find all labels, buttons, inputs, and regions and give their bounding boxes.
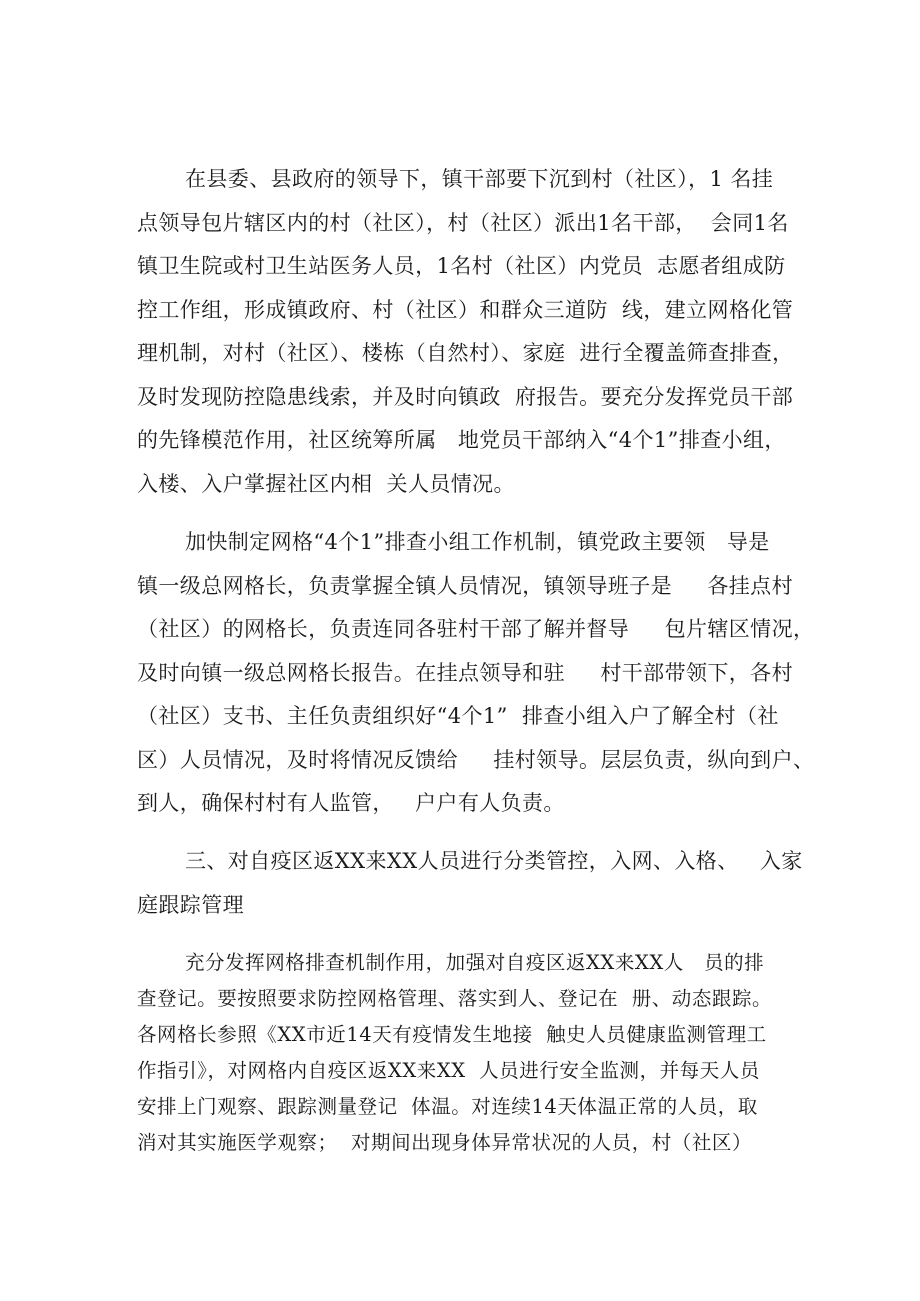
paragraph-line: 的先锋模范作用，社区统筹所属 地党员干部纳入“4个1”排查小组， <box>137 428 786 452</box>
paragraph-line: 加快制定网格“4个1”排查小组工作机制，镇党政主要领 导是 <box>185 530 770 554</box>
paragraph-line: 入楼、入户掌握社区内相 关人员情况。 <box>137 472 515 496</box>
paragraph-line: 查登记。要按照要求防控网格管理、落实到人、登记在 册、动态跟踪。 <box>137 987 773 1010</box>
paragraph-line: 镇卫生院或村卫生站医务人员，1名村（社区）内党员 志愿者组成防 <box>137 254 786 278</box>
paragraph-line: 控工作组，形成镇政府、村（社区）和群众三道防 线，建立网格化管 <box>137 298 794 322</box>
paragraph-line: 及时发现防控隐患线索，并及时向镇政 府报告。要充分发挥党员干部 <box>137 385 794 409</box>
paragraph-line: 到人，确保村村有人监管， 户户有人负责。 <box>137 791 565 815</box>
paragraph-line: 及时向镇一级总网格长报告。在挂点领导和驻 村干部带领下，各村 <box>137 661 793 685</box>
heading-line: 三、对自疫区返XX来XX人员进行分类管控，入网、入格、 入家 <box>185 849 803 873</box>
paragraph-line: 镇一级总网格长，负责掌握全镇人员情况，镇领导班子是 各挂点村 <box>137 574 793 598</box>
paragraph-line: 安排上门观察、跟踪测量登记 体温。对连续14天体温正常的人员，取 <box>137 1095 758 1118</box>
paragraph-line: （社区）的网格长，负责连同各驻村干部了解并督导 包片辖区情况， <box>137 617 815 641</box>
paragraph-line: 消对其实施医学观察； 对期间出现身体异常状况的人员，村（社区） <box>137 1131 752 1154</box>
paragraph-line: 理机制，对村（社区）、楼栋（自然村）、家庭 进行全覆盖筛查排查， <box>137 341 794 365</box>
paragraph-line: 充分发挥网格排查机制作用，加强对自疫区返XX来XX人 员的排 <box>185 951 765 974</box>
paragraph-line: （社区）支书、主任负责组织好“4个1” 排查小组入户了解全村（社 <box>137 704 779 728</box>
paragraph-line: 区）人员情况，及时将情况反馈给 挂村领导。层层负责，纵向到户、 <box>137 748 815 772</box>
paragraph-line: 在县委、县政府的领导下，镇干部要下沉到村（社区），1 名挂 <box>185 167 774 191</box>
paragraph-line: 点领导包片辖区内的村（社区），村（社区）派出1名干部， 会同1名 <box>137 211 789 235</box>
paragraph-line: 各网格长参照《XX市近14天有疫情发生地接 触史人员健康监测管理工 <box>137 1023 767 1046</box>
paragraph-line: 作指引》，对网格内自疫区返XX来XX 人员进行安全监测，并每天人员 <box>137 1059 760 1082</box>
heading-line: 庭跟踪管理 <box>137 893 244 917</box>
